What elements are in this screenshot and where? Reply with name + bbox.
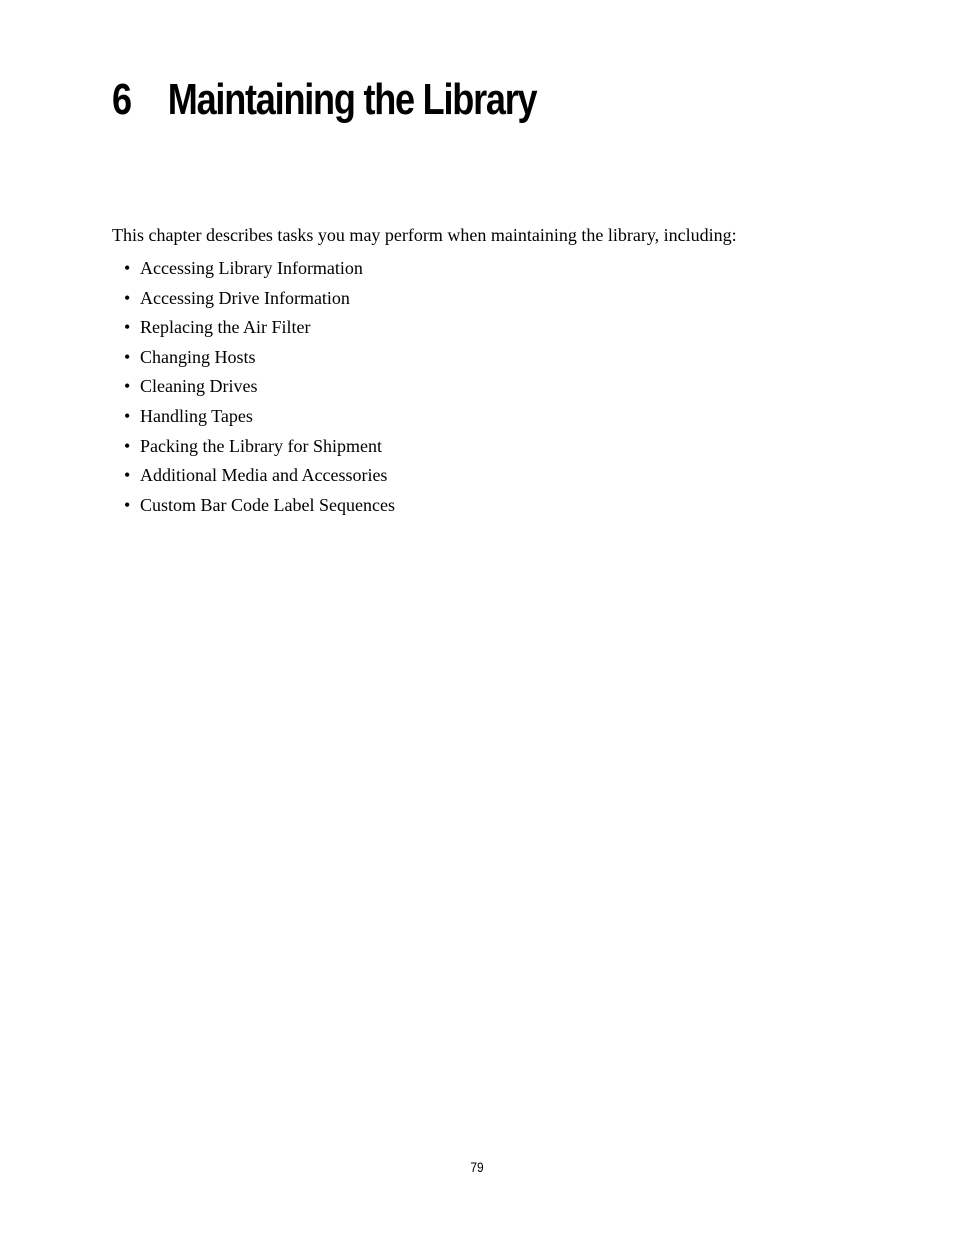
- list-item-text: Additional Media and Accessories: [140, 465, 388, 486]
- list-item: [124, 315, 395, 345]
- list-item-text: Replacing the Air Filter: [140, 317, 311, 338]
- list-item: [124, 286, 395, 316]
- chapter-title: Maintaining the Library: [167, 75, 537, 124]
- bullet-icon: •: [124, 258, 131, 278]
- list-item-text: Changing Hosts: [140, 346, 256, 367]
- bullet-icon: •: [124, 405, 131, 426]
- bullet-icon: •: [124, 376, 131, 397]
- bullet-icon: •: [124, 346, 131, 367]
- intro-paragraph: This chapter describes tasks you may perform when maintaining the library, including:: [112, 225, 737, 245]
- list-item-text: Handling Tapes: [140, 405, 253, 426]
- list-item: [124, 404, 395, 434]
- chapter-number: 6: [112, 75, 131, 124]
- list-item-text: Packing the Library for Shipment: [140, 435, 382, 456]
- bullet-icon: •: [124, 317, 131, 338]
- list-item-text: Custom Bar Code Label Sequences: [140, 494, 395, 515]
- list-item-text: Accessing Library Information: [140, 258, 363, 278]
- list-item-text: Accessing Drive Information: [140, 287, 350, 308]
- list-item: [124, 434, 395, 464]
- bullet-icon: •: [124, 287, 131, 308]
- list-item-text: Cleaning Drives: [140, 376, 258, 397]
- topic-list: [124, 256, 395, 522]
- bullet-icon: •: [124, 494, 131, 515]
- list-item: [124, 493, 395, 523]
- list-item: [124, 463, 395, 493]
- page-number: 79: [470, 1159, 484, 1175]
- bullet-icon: •: [124, 465, 131, 486]
- list-item: [124, 374, 395, 404]
- bullet-icon: •: [124, 435, 131, 456]
- list-item: [124, 256, 395, 286]
- chapter-heading: [112, 70, 536, 130]
- list-item: [124, 345, 395, 375]
